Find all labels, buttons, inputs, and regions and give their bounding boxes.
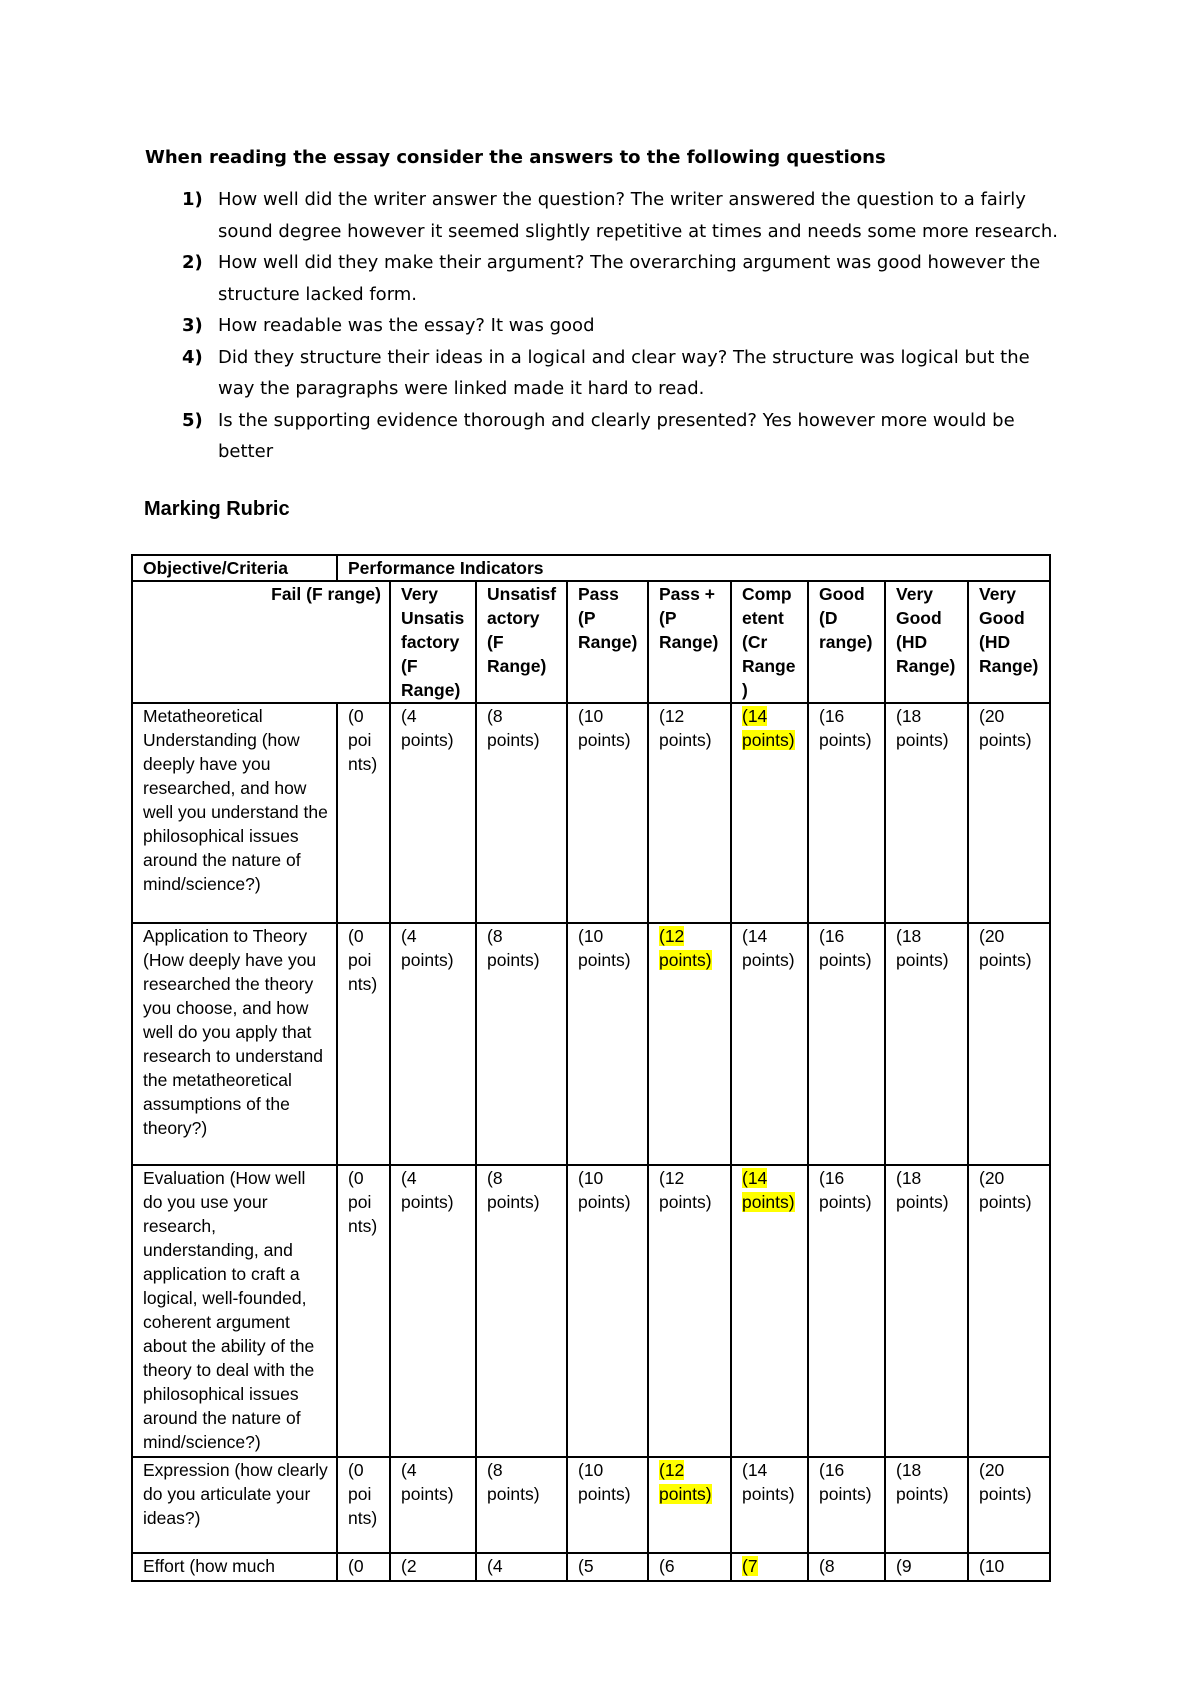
rubric-title: Marking Rubric (144, 498, 290, 520)
criteria-cell: Metatheoretical Understanding (how deeply have you researched, and how well you understand the philosophical issues around the nature of mind/science?) (132, 703, 337, 923)
score-cell: (0 points) (337, 1457, 390, 1553)
score-cell: (2 (390, 1553, 476, 1581)
score-cell: (8 points) (476, 923, 567, 1165)
score-cell: (8 points) (476, 1457, 567, 1553)
score-cell: (6 (648, 1553, 731, 1581)
score-cell: (16 points) (808, 1457, 885, 1553)
question-text: How readable was the essay? It was good (218, 315, 595, 336)
question-text: Is the supporting evidence thorough and clearly presented? Yes however more would be better (218, 409, 1015, 462)
question-number: 5) (182, 409, 203, 431)
score-cell: (20 points) (968, 1457, 1050, 1553)
score-cell: (8 points) (476, 703, 567, 923)
question-item (145, 247, 1065, 310)
score-cell: (12 points) (648, 703, 731, 923)
score-cell: (12 points) (648, 1165, 731, 1457)
score-cell: (5 (567, 1553, 648, 1581)
instructions-heading: When reading the essay consider the answers to the following questions (145, 147, 886, 168)
marking-rubric-table (131, 554, 1051, 1582)
score-cell: (10 points) (567, 923, 648, 1165)
question-text: How well did they make their argument? The overarching argument was good however the structure lacked form. (218, 252, 1041, 305)
score-cell: (8 points) (476, 1165, 567, 1457)
question-number: 1) (182, 189, 203, 210)
column-header-very-unsatisfactory: Very Unsatisfactory (F Range) (390, 581, 476, 703)
score-cell: (8 (808, 1553, 885, 1581)
score-cell: (10 points) (567, 1457, 648, 1553)
column-header-competent: Competent (Cr Range) (731, 581, 808, 703)
table-row (132, 703, 1050, 923)
score-cell: (4 points) (390, 703, 476, 923)
score-cell: (0 points) (337, 1165, 390, 1457)
header-performance-indicators: Performance Indicators (337, 555, 1050, 581)
score-cell: (18 points) (885, 1457, 968, 1553)
column-header-very-good-2: Very Good (HD Range) (968, 581, 1050, 703)
column-header-good: Good (D range) (808, 581, 885, 703)
question-item (145, 310, 1065, 342)
score-cell: (18 points) (885, 1165, 968, 1457)
question-number: 2) (182, 252, 203, 273)
column-header-very-good: Very Good (HD Range) (885, 581, 968, 703)
question-item (145, 405, 1065, 468)
score-cell: (14 points) (731, 1457, 808, 1553)
score-cell: (10 (968, 1553, 1050, 1581)
column-header-unsatisfactory: Unsatisfactory (F Range) (476, 581, 567, 703)
column-header-fail: Fail (F range) (132, 581, 390, 703)
score-cell: (14 points) (731, 923, 808, 1165)
question-text: Did they structure their ideas in a logical and clear way? The structure was logical but the way the paragraphs were linked made it hard to read. (218, 346, 1030, 399)
question-text: How well did the writer answer the question? The writer answered the question to a fairly sound degree however it seemed slightly repetitive at times and needs some more research. (218, 189, 1058, 242)
criteria-cell: Evaluation (How well do you use your research, understanding, and application to craft a logical, well-founded, coherent argument about the ability of the theory to deal with the philosophical issues around the nature of mind/science?) (132, 1165, 337, 1457)
score-cell: (4 (476, 1553, 567, 1581)
score-cell: (16 points) (808, 1165, 885, 1457)
score-cell: (4 points) (390, 923, 476, 1165)
score-cell: (20 points) (968, 1165, 1050, 1457)
column-header-pass: Pass (P Range) (567, 581, 648, 703)
score-cell: (18 points) (885, 703, 968, 923)
table-header-row (132, 555, 1050, 581)
highlighted-score: (7 (742, 1556, 758, 1576)
table-row (132, 1457, 1050, 1553)
header-criteria: Objective/Criteria (132, 555, 337, 581)
score-cell-selected (731, 1553, 808, 1581)
highlighted-score: (12 points) (659, 926, 712, 970)
highlighted-score: (14 points) (742, 706, 795, 750)
table-row (132, 1165, 1050, 1457)
score-cell: (16 points) (808, 923, 885, 1165)
score-cell: (0 points) (337, 923, 390, 1165)
table-row (132, 923, 1050, 1165)
score-cell: (20 points) (968, 703, 1050, 923)
criteria-cell: Application to Theory (How deeply have you researched the theory you choose, and how well do you apply that research to understand the metatheoretical assumptions of the theory?) (132, 923, 337, 1165)
question-number: 3) (182, 315, 203, 336)
score-cell: (0 (337, 1553, 390, 1581)
column-header-pass-plus: Pass + (P Range) (648, 581, 731, 703)
highlighted-score: (14 points) (742, 1168, 795, 1212)
score-cell: (4 points) (390, 1165, 476, 1457)
score-cell: (18 points) (885, 923, 968, 1165)
question-item (145, 184, 1065, 247)
question-number: 4) (182, 346, 203, 368)
score-cell: (0 points) (337, 703, 390, 923)
score-cell: (10 points) (567, 703, 648, 923)
column-header-row (132, 581, 1050, 703)
highlighted-score: (12 points) (659, 1460, 712, 1504)
score-cell: (9 (885, 1553, 968, 1581)
criteria-cell: Expression (how clearly do you articulate your ideas?) (132, 1457, 337, 1553)
instructions-section (145, 144, 1065, 468)
question-item (145, 342, 1065, 405)
score-cell: (10 points) (567, 1165, 648, 1457)
criteria-cell: Effort (how much (132, 1553, 337, 1581)
score-cell-selected (731, 1165, 808, 1457)
question-list (145, 184, 1065, 468)
table-row (132, 1553, 1050, 1581)
score-cell: (20 points) (968, 923, 1050, 1165)
score-cell-selected (731, 703, 808, 923)
score-cell: (4 points) (390, 1457, 476, 1553)
score-cell: (16 points) (808, 703, 885, 923)
score-cell-selected (648, 1457, 731, 1553)
score-cell-selected (648, 923, 731, 1165)
